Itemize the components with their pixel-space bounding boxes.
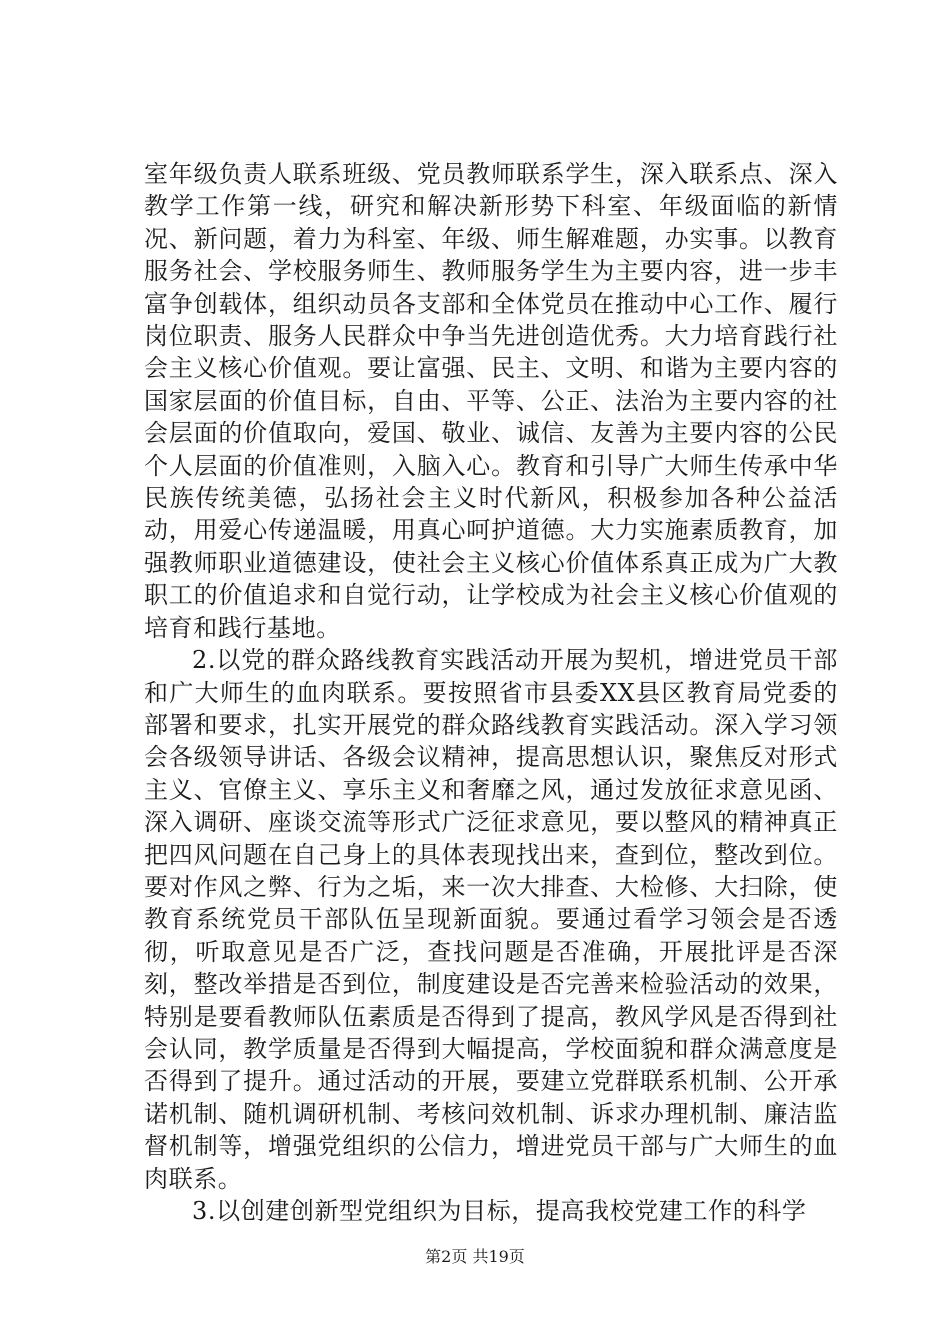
page-number-footer: 第2页 共19页 <box>425 1247 525 1266</box>
paragraph-3: 3.以创建创新型党组织为目标，提高我校党建工作的科学 <box>192 1197 807 1225</box>
document-body <box>144 158 838 1227</box>
paragraph-1: 室年级负责人联系班级、党员教师联系学生，深入联系点、深入教学工作第一线，研究和解决新形势下科室、年级面临的新情况、新问题，着力为科室、年级、师生解难题，办实事。以教育服务社会、学校服务师生、教师服务学生为主要内容，进一步丰富争创载体，组织动员各支部和全体党员在推动中心工作、履行岗位职责、服务人民群众中争当先进创造优秀。大力培育践行社会主义核心价值观。要让富强、民主、文明、和谐为主要内容的国家层面的价值目标，自由、平等、公正、法治为主要内容的社会层面的价值取向，爱国、敬业、诚信、友善为主要内容的公民个人层面的价值准则，入脑入心。教育和引导广大师生传承中华民族传统美德，弘扬社会主义时代新风，积极参加各种公益活动，用爱心传递温暖，用真心呵护道德。大力实施素质教育，加强教师职业道德建设，使社会主义核心价值体系真正成为广大教职工的价值追求和自觉行动，让学校成为社会主义核心价值观的培育和践行基地。 <box>144 160 838 642</box>
paragraph-2: 2.以党的群众路线教育实践活动开展为契机，增进党员干部和广大师生的血肉联系。要按照省市县委XX县区教育局党委的部署和要求，扎实开展党的群众路线教育实践活动。深入学习领会各级领导讲话、各级会议精神，提高思想认识，聚焦反对形式主义、官僚主义、享乐主义和奢靡之风，通过发放征求意见函、深入调研、座谈交流等形式广泛征求意见，要以整风的精神真正把四风问题在自己身上的具体表现找出来，查到位，整改到位。要对作风之弊、行为之垢，来一次大排查、大检修、大扫除，使教育系统党员干部队伍呈现新面貌。要通过看学习领会是否透彻，听取意见是否广泛，查找问题是否准确，开展批评是否深刻，整改举措是否到位，制度建设是否完善来检验活动的效果，特别是要看教师队伍素质是否得到了提高，教风学风是否得到社会认同，教学质量是否得到大幅提高，学校面貌和群众满意度是否得到了提升。通过活动的开展，要建立党群联系机制、公开承诺机制、随机调研机制、考核问效机制、诉求办理机制、廉洁监督机制等，增强党组织的公信力，增进党员干部与广大师生的血肉联系。 <box>144 646 838 1193</box>
